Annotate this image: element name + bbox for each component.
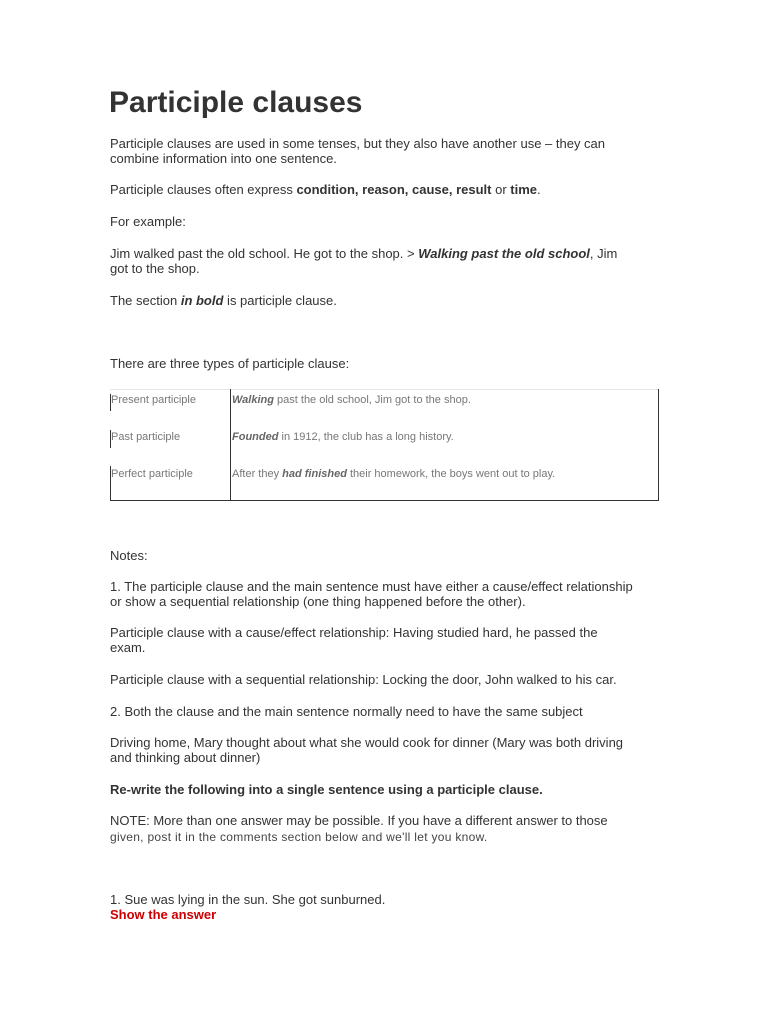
participle-type: Perfect participle: [111, 468, 193, 480]
note-1-paragraph: [110, 579, 633, 609]
driving-line: and thinking about dinner): [110, 750, 261, 765]
express-bold-time: time: [510, 182, 538, 197]
exercise-item: [110, 892, 385, 922]
participle-type: Past participle: [111, 431, 181, 443]
participle-example-text: past the old school, Jim got to the shop.: [273, 394, 471, 406]
table-border-right: [658, 389, 659, 501]
participle-types-table: [110, 389, 659, 501]
participle-example: [232, 429, 454, 445]
table-row: [110, 429, 658, 445]
express-text: or: [491, 182, 511, 197]
driving-paragraph: [110, 735, 623, 765]
participle-example: [232, 392, 471, 408]
example-line: [110, 246, 617, 261]
note-1-line: 1. The participle clause and the main sentence must have either a cause/effect relationship: [110, 579, 633, 594]
participle-example-text: in 1912, the club has a long history.: [278, 431, 454, 443]
example-line: got to the shop.: [110, 261, 200, 276]
example-bold-clause: Walking past the old school: [418, 246, 590, 261]
section-note-text: is participle clause.: [223, 293, 337, 308]
types-intro: There are three types of participle clause:: [110, 356, 350, 371]
exercise-instruction: Re-write the following into a single sentence using a participle clause.: [110, 782, 543, 797]
participle-type: Present participle: [111, 394, 196, 406]
note-1-line: or show a sequential relationship (one thing happened before the other).: [110, 594, 526, 609]
table-row: [110, 392, 658, 408]
section-note-paragraph: [110, 293, 337, 308]
participle-example-bold: Walking: [232, 394, 274, 406]
intro-line: combine information into one sentence.: [110, 151, 337, 166]
section-note-text: The section: [110, 293, 181, 308]
express-bold-terms: condition, reason, cause, result: [296, 182, 492, 197]
participle-example-text: their homework, the boys went out to play.: [346, 468, 556, 480]
note-2-paragraph: 2. Both the clause and the main sentence normally need to have the same subject: [110, 704, 583, 719]
example-text: Jim walked past the old school. He got to the shop. >: [110, 246, 419, 261]
table-row: [110, 466, 658, 482]
participle-example-bold: had finished: [282, 468, 347, 480]
example-paragraph: [110, 246, 617, 276]
sequential-paragraph: Participle clause with a sequential relationship: Locking the door, John walked to his car.: [110, 672, 617, 687]
cause-effect-line: Participle clause with a cause/effect relationship: Having studied hard, he passed the: [110, 625, 598, 640]
exercise-question: 1. Sue was lying in the sun. She got sunburned.: [110, 892, 386, 907]
express-text: .: [537, 182, 541, 197]
show-answer-link[interactable]: Show the answer: [110, 907, 217, 922]
express-text: Participle clauses often express: [110, 182, 297, 197]
table-border-top: [110, 389, 659, 390]
example-text: , Jim: [589, 246, 618, 261]
page-title: Participle clauses: [109, 86, 363, 119]
answer-note-line: NOTE: More than one answer may be possible. If you have a different answer to those: [110, 813, 608, 828]
answer-note-paragraph: [110, 813, 608, 845]
cause-effect-paragraph: [110, 626, 598, 655]
for-example-label: For example:: [110, 214, 186, 229]
section-note-bold: in bold: [180, 293, 224, 308]
participle-example-bold: Founded: [232, 431, 279, 443]
notes-heading: Notes:: [110, 548, 148, 563]
participle-example: [232, 466, 555, 482]
intro-line: Participle clauses are used in some tenses, but they also have another use – they can: [110, 136, 606, 151]
participle-example-text: After they: [232, 468, 283, 480]
intro-paragraph: [110, 136, 605, 166]
driving-line: Driving home, Mary thought about what she would cook for dinner (Mary was both driving: [110, 735, 624, 750]
answer-note-line: given, post it in the comments section below and we'll let you know.: [110, 830, 488, 844]
express-paragraph: [110, 182, 541, 197]
cause-effect-line: exam.: [110, 639, 146, 655]
table-border-bottom: [110, 500, 659, 501]
